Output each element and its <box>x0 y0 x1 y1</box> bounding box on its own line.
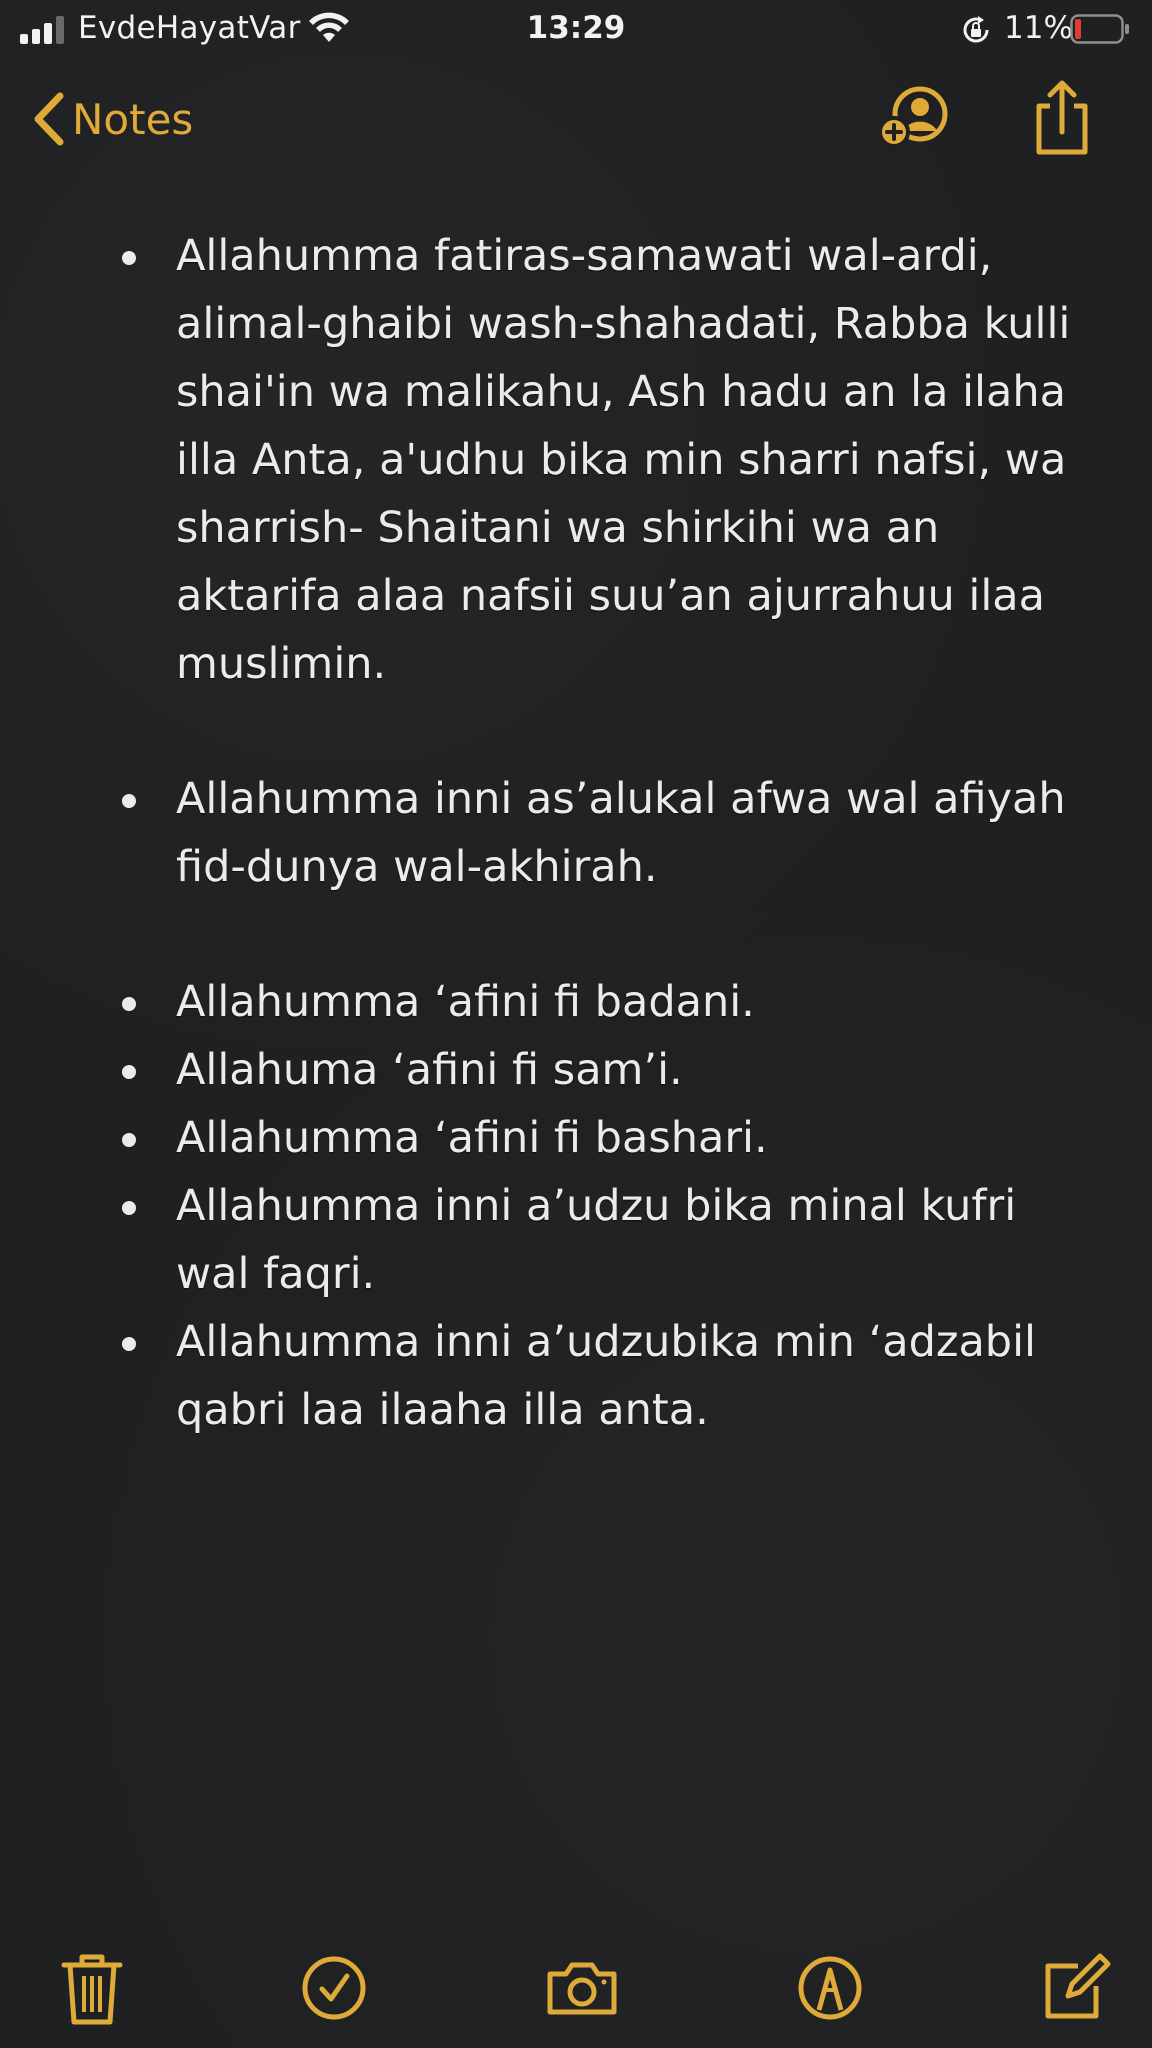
bullet-group <box>110 765 1100 901</box>
note-body[interactable] <box>110 222 1100 1444</box>
list-item: Allahumma ‘afini fi bashari. <box>110 1104 1100 1172</box>
camera-button[interactable] <box>542 1948 622 2028</box>
navigation-bar <box>0 74 1152 164</box>
share-icon[interactable] <box>1020 80 1104 156</box>
list-item: Allahumma fatiras-samawati wal-ardi, alimal-ghaibi wash-shahadati, Rabba kulli shai'in wa malikahu, Ash hadu an la ilaha illa Anta, a'udhu bika min sharri nafsi, wa sharrish- Shaitani wa shirkihi wa an aktarifa alaa nafsii suu’an ajurrahuu ilaa muslimin. <box>110 222 1100 698</box>
markup-icon <box>790 1948 870 2028</box>
rotation-lock-icon <box>960 14 992 46</box>
battery-icon <box>1070 14 1130 44</box>
list-item: Allahuma ‘afini fi sam’i. <box>110 1036 1100 1104</box>
list-item: Allahumma ‘afini fi badani. <box>110 968 1100 1036</box>
status-bar <box>0 0 1152 58</box>
back-label: Notes <box>72 94 194 144</box>
checklist-icon <box>294 1948 374 2028</box>
trash-icon <box>52 1948 132 2028</box>
battery-percentage: 11% <box>1004 10 1073 46</box>
delete-button[interactable] <box>52 1948 132 2028</box>
list-item: Allahumma inni a’udzu bika minal kufri wal faqri. <box>110 1172 1100 1308</box>
back-button[interactable] <box>30 86 193 152</box>
compose-icon <box>1034 1948 1114 2028</box>
bullet-group <box>110 222 1100 698</box>
bullet-group <box>110 968 1100 1444</box>
markup-button[interactable] <box>790 1948 870 2028</box>
carrier-name: EvdeHayatVar <box>78 10 301 46</box>
camera-icon <box>542 1948 622 2028</box>
chevron-left-icon <box>30 90 68 148</box>
bottom-toolbar <box>0 1928 1152 2048</box>
clock: 13:29 <box>526 10 626 46</box>
compose-button[interactable] <box>1034 1948 1114 2028</box>
list-item: Allahumma inni as’alukal afwa wal afiyah fid-dunya wal-akhirah. <box>110 765 1100 901</box>
list-item: Allahumma inni a’udzubika min ‘adzabil qabri laa ilaaha illa anta. <box>110 1308 1100 1444</box>
checklist-button[interactable] <box>294 1948 374 2028</box>
add-people-icon[interactable] <box>872 80 956 156</box>
